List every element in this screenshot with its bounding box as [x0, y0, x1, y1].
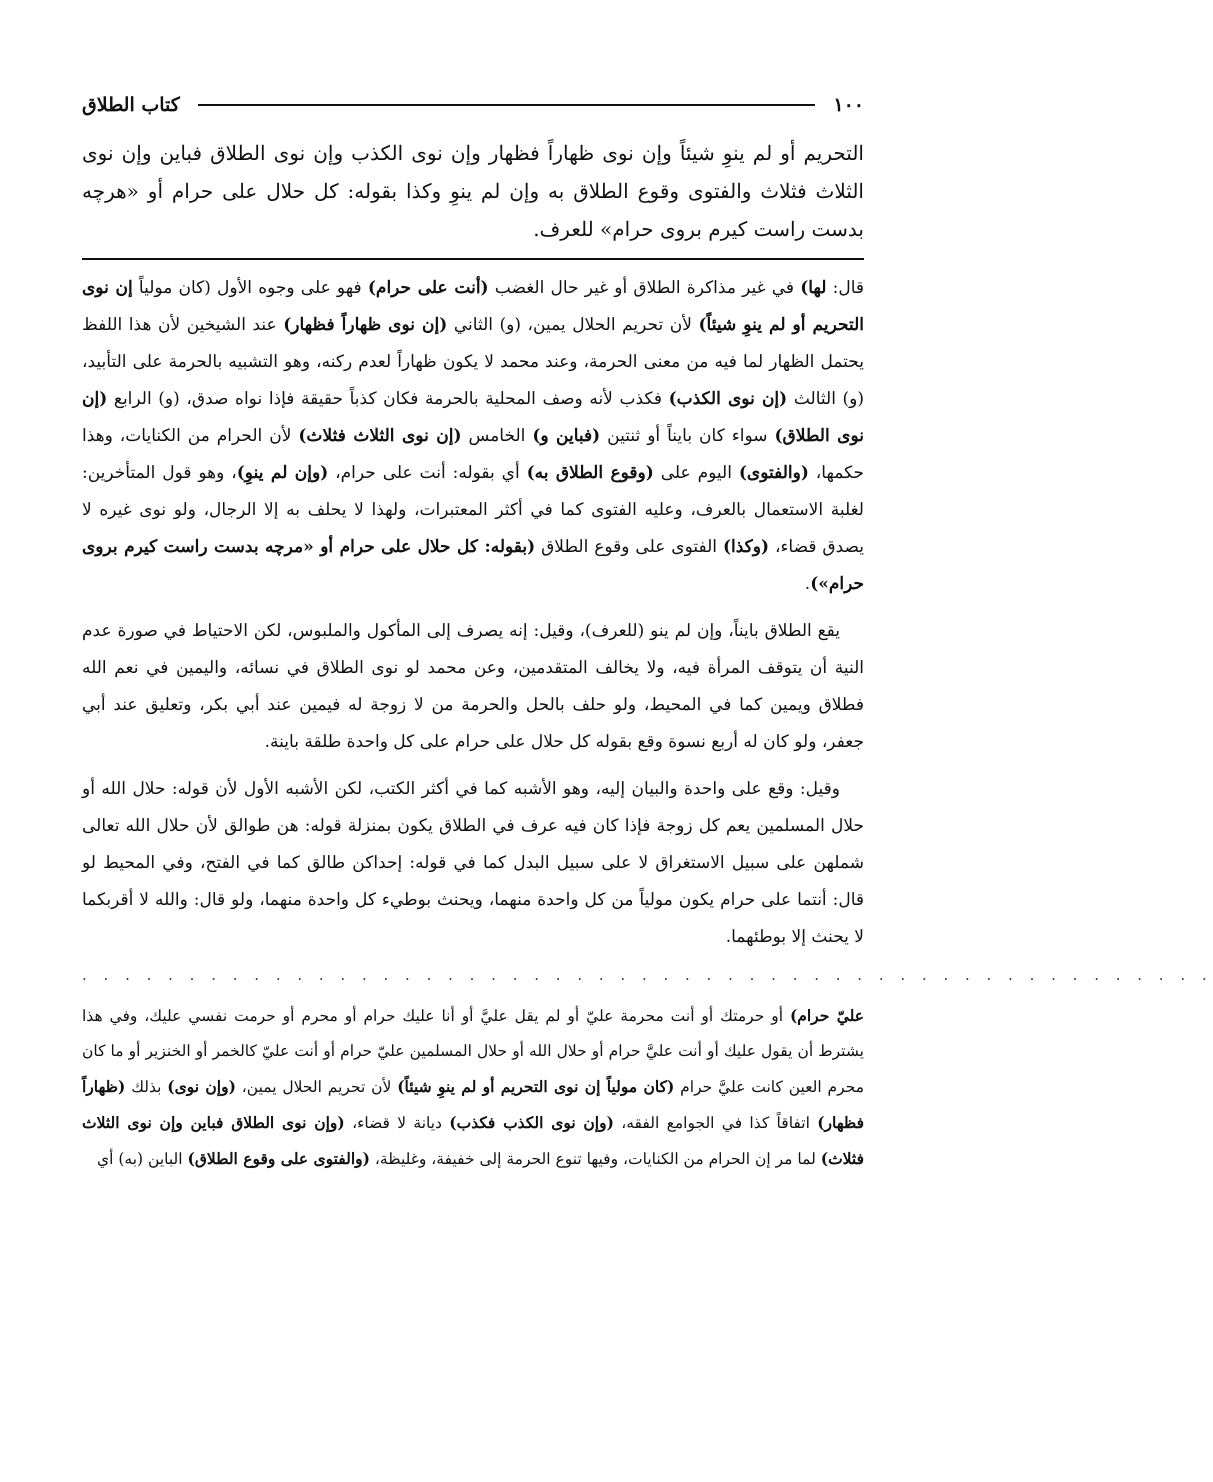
- sharh-p1-segment: فهو على وجوه الأول (كان مولياً: [132, 278, 368, 298]
- sharh-p1-segment: قال:: [826, 278, 865, 298]
- running-header: [82, 88, 864, 122]
- sharh-p1-segment: اليوم على: [653, 463, 739, 483]
- footnote-segment: اتفاقاً كذا في الجوامع الفقه،: [613, 1114, 818, 1132]
- sharh-commentary: [82, 270, 864, 956]
- sharh-p1-segment: (بقوله: كل حلال على حرام أو «مرچه بدست راست كيرم بروى حرام»): [82, 537, 864, 594]
- sharh-p1-segment: (وقوع الطلاق به): [526, 463, 654, 483]
- sharh-p1-segment: لأن الحرام من الكنايات، وهذا حكمها،: [82, 426, 865, 483]
- sharh-p1-segment: سواء كان بايناً أو ثنتين: [600, 426, 775, 446]
- sharh-p1-segment: (وكذا): [722, 537, 770, 557]
- sharh-p1-segment: (إن نوى الطلاق): [82, 389, 864, 446]
- sharh-p1-segment: (إن نوى الكذب): [668, 389, 788, 409]
- footnote-segment: (والفتوى على وقوع الطلاق): [187, 1149, 370, 1168]
- footnote-segment: الباين (به) أي: [97, 1150, 188, 1168]
- sharh-p1-segment: الخامس: [461, 426, 533, 446]
- sharh-paragraph-2: يقع الطلاق بايناً، وإن لم ينو (للعرف)، وقيل: إنه يصرف إلى المأكول والملبوس، لكن الاحتياط في صورة عدم النية أن يتوقف المرأة فيه، ولا يخالف المتقدمين، وعن محمد لو نوى الطلاق في نسائه، واليمين في نعم الله فطلاق ويمين كما في المحيط، ولو حلف بالحل والحرمة من لا زوجة له فيمين عند أبي بكر، وتعليق عند أبي جعفر، ولو كان له أربع نسوة وقع بقوله كل حلال على حرام على كل واحدة طلقة باينة.: [82, 621, 864, 752]
- sharh-p1-segment: إن نوى التحريم أو لم ينوِ شيئاً): [82, 278, 864, 335]
- sharh-p1-segment: في غير مذاكرة الطلاق أو غير حال الغضب: [488, 278, 801, 298]
- footnote-segment: (ظهاراً فظهار): [82, 1077, 865, 1132]
- footnote-segment: (كان مولياً إن نوى التحريم أو لم ينوِ شيئاً): [397, 1077, 675, 1096]
- footnote-segment: أو حرمتك أو أنت محرمة عليّ أو لم يقل عليَّ أو أنا عليك حرام أو محرم أو حرمت نفسي عليك، وفي هذا يشترط أن يقول عليك أو أنت عليَّ حرام أو حلال الله أو حلال المسلمين عليّ حرام أو أنت عليّ كالخمر أو الخنزير أو ما كان محرم العين كانت عليَّ حرام: [82, 1007, 865, 1096]
- matn-text: التحريم أو لم ينوِ شيئاً وإن نوى ظهاراً فظهار وإن نوى الكذب وإن نوى الطلاق فباين وإن نوى الثلاث فثلاث والفتوى وقوع الطلاق به وإن لم ينوِ وكذا بقوله: كل حلال على حرام أو «هرچه بدست راست كيرم بروى حرام» للعرف.: [82, 141, 864, 241]
- sharh-p1-segment: الفتوى على وقوع الطلاق: [535, 537, 723, 557]
- sharh-paragraph-1: [82, 270, 864, 603]
- sharh-p1-segment: فكذب لأنه وصف المحلية بالحرمة فكان كذباً حقيقة فإذا نواه صدق، (و) الرابع: [107, 389, 669, 409]
- sharh-p1-segment: .: [804, 574, 811, 594]
- sharh-p1-segment: (وإن لم ينوِ): [236, 463, 329, 483]
- footnote-segment: (وإن نوى): [167, 1077, 236, 1096]
- sharh-p1-segment: (أنت على حرام): [367, 278, 489, 298]
- sharh-p1-segment: (إن نوى الثلاث فثلاث): [298, 426, 462, 446]
- footnote-segment: عليّ حرام): [789, 1006, 864, 1025]
- footnote-segment: لما مر إن الحرام من الكنايات، وفيها تنوع الحرمة إلى خفيفة، وغليظة،: [370, 1150, 821, 1168]
- sharh-p1-segment: لها): [800, 278, 827, 298]
- sharh-p1-segment: (والفتوى): [738, 463, 809, 483]
- sharh-p1-segment: أي بقوله: أنت على حرام،: [328, 463, 527, 483]
- footnote-segment: ديانة لا قضاء،: [344, 1114, 450, 1132]
- sharh-p1-segment: (فباين و): [532, 426, 601, 446]
- sharh-p1-segment: عند الشيخين لأن هذا اللفظ يحتمل الظهار لما فيه من معنى الحرمة، وعند محمد لا يكون ظهاراً لعدم ركنه، وهو التشبيه بالحرمة على التأبيد، (و) الثالث: [82, 315, 865, 409]
- footnote-segment: (وإن نوى الطلاق فباين وإن نوى الثلاث فثلاث): [82, 1113, 864, 1168]
- matn-sharh-divider: [82, 258, 864, 260]
- footnote-text: [82, 998, 864, 1177]
- header-rule: [198, 104, 816, 106]
- footnote-separator: . . . . . . . . . . . . . . . . . . . . . . . . . . . . . . . . . . . . . . . . . . . . . . . . . . . . .: [82, 966, 1213, 984]
- footnote-segment: بذلك: [125, 1078, 168, 1096]
- footnote-segment: (وإن نوى الكذب فكذب): [449, 1113, 614, 1132]
- footnote-segment: لأن تحريم الحلال يمين،: [235, 1078, 398, 1096]
- page-number: ١٠٠: [833, 94, 864, 116]
- sharh-p1-segment: ، وهو قول المتأخرين: لغلبة الاستعمال بالعرف، وعليه الفتوى كما في أكثر المعتبرات، ولهذا لا يحلف به إلا الرجال، ولو نوى غيره لا يصدق قضاء،: [82, 463, 865, 557]
- book-title: كتاب الطلاق: [82, 94, 180, 116]
- sharh-p1-segment: (إن نوى ظهاراً فظهار): [283, 315, 448, 335]
- sharh-paragraph-3: وقيل: وقع على واحدة والبيان إليه، وهو الأشبه كما في أكثر الكتب، لكن الأشبه الأول لأن قوله: حلال الله أو حلال المسلمين يعم كل زوجة فإذا كان فيه عرف في الطلاق يكون بمنزلة قوله: هن طوالق لأن حلال الله تعالى شملهن على سبيل الاستغراق لا على سبيل البدل كما في قوله: إحداكن طالق كما في الفتح، وفي المحيط لو قال: أنتما على حرام يكون مولياً من كل واحدة منهما، ويحنث بوطيء كل واحدة منهما، ولو قال: والله لا أقربكما لا يحنث إلا بوطئهما.: [82, 779, 864, 947]
- sharh-p1-segment: لأن تحريم الحلال يمين، (و) الثاني: [447, 315, 699, 335]
